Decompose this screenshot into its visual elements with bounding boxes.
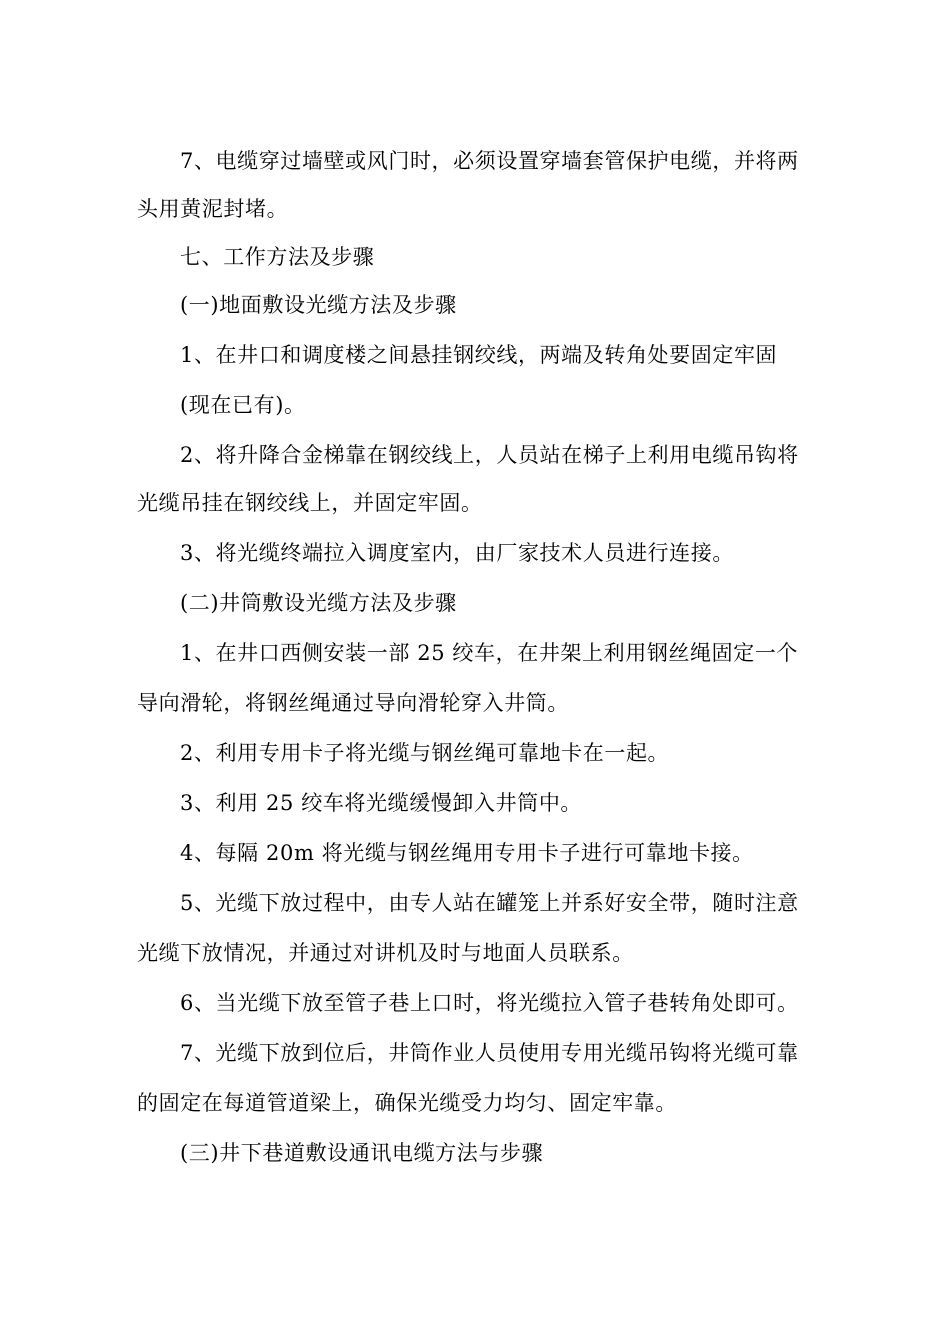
subsection-heading: (一)地面敷设光缆方法及步骤 bbox=[180, 293, 457, 317]
paragraph-line: 2、利用专用卡子将光缆与钢丝绳可靠地卡在一起。 bbox=[180, 741, 670, 765]
paragraph-line: 的固定在每道管道梁上，确保光缆受力均匀、固定牢靠。 bbox=[137, 1091, 677, 1115]
paragraph-line: 3、利用 25 绞车将光缆缓慢卸入井筒中。 bbox=[180, 791, 583, 815]
paragraph-line: 6、当光缆下放至管子巷上口时，将光缆拉入管子巷转角处即可。 bbox=[180, 991, 799, 1015]
paragraph-line: 光缆下放情况，并通过对讲机及时与地面人员联系。 bbox=[137, 941, 634, 965]
subsection-heading: (二)井筒敷设光缆方法及步骤 bbox=[180, 591, 457, 615]
paragraph-line: 7、电缆穿过墙壁或风门时，必须设置穿墙套管保护电缆，并将两 bbox=[180, 149, 799, 173]
paragraph-line: 4、每隔 20m 将光缆与钢丝绳用专用卡子进行可靠地卡接。 bbox=[180, 841, 754, 865]
subsection-heading: (三)井下巷道敷设通讯电缆方法与步骤 bbox=[180, 1141, 544, 1165]
paragraph-line: 3、将光缆终端拉入调度室内，由厂家技术人员进行连接。 bbox=[180, 541, 734, 565]
paragraph-line: 头用黄泥封堵。 bbox=[137, 197, 289, 221]
paragraph-line: 导向滑轮，将钢丝绳通过导向滑轮穿入井筒。 bbox=[137, 691, 569, 715]
paragraph-line: 2、将升降合金梯靠在钢绞线上，人员站在梯子上利用电缆吊钩将 bbox=[180, 443, 799, 467]
paragraph-line: 1、在井口和调度楼之间悬挂钢绞线，两端及转角处要固定牢固 bbox=[180, 343, 778, 367]
section-heading: 七、工作方法及步骤 bbox=[180, 245, 375, 269]
paragraph-line: 7、光缆下放到位后，井筒作业人员使用专用光缆吊钩将光缆可靠 bbox=[180, 1041, 799, 1065]
paragraph-line: 5、光缆下放过程中，由专人站在罐笼上并系好安全带，随时注意 bbox=[180, 891, 799, 915]
paragraph-line: 1、在井口西侧安装一部 25 绞车，在井架上利用钢丝绳固定一个 bbox=[180, 641, 799, 665]
paragraph-line: 光缆吊挂在钢绞线上，并固定牢固。 bbox=[137, 491, 483, 515]
paragraph-line: (现在已有)。 bbox=[180, 393, 306, 417]
